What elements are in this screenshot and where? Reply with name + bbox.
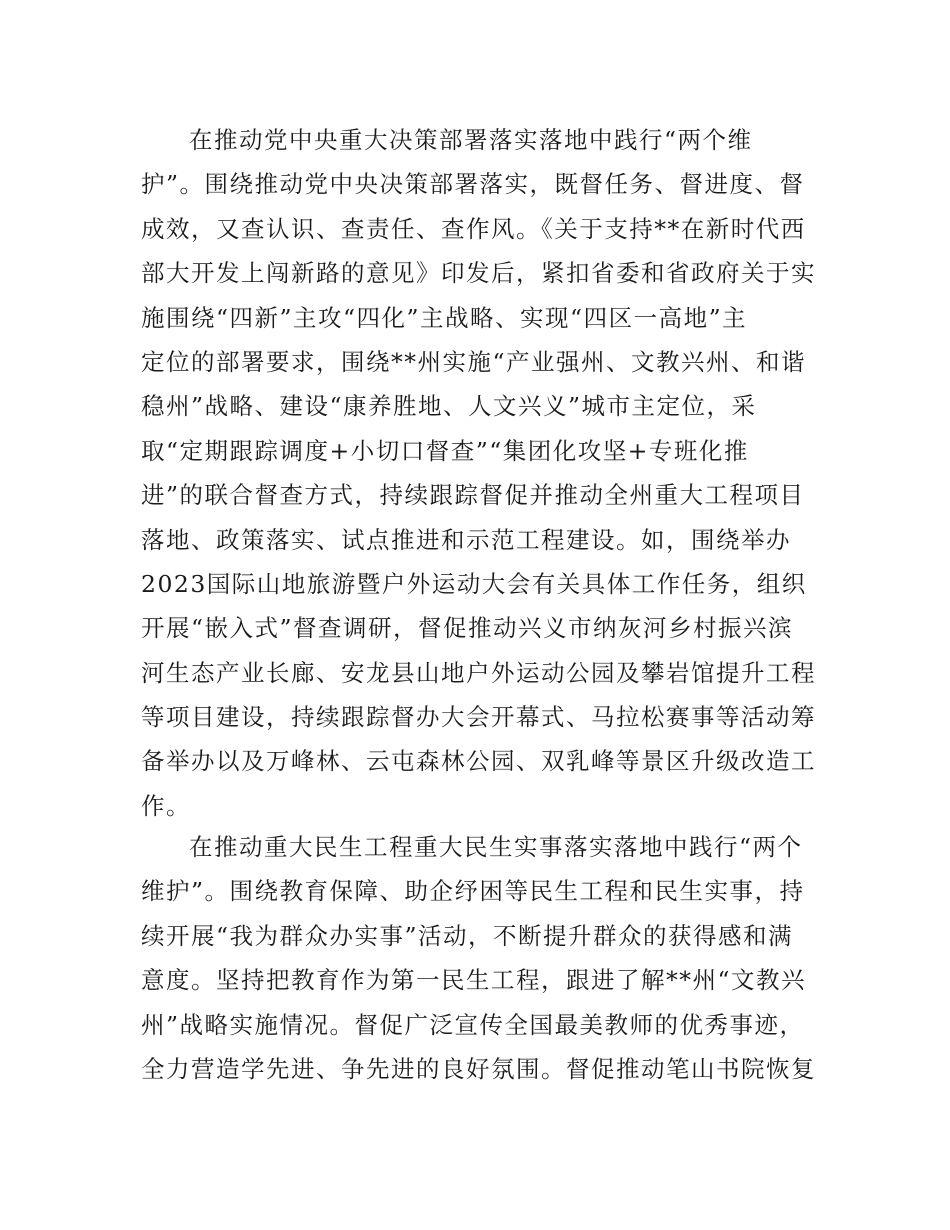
paragraph-line: 备举办以及万峰林、云屯森林公园、双乳峰等景区升级改造工 <box>141 747 816 776</box>
paragraph-2 <box>141 825 816 1091</box>
paragraph-line: 在推动重大民生工程重大民生实事落实落地中践行“两个 <box>189 833 803 861</box>
paragraph-line: 等项目建设，持续跟踪督办大会开幕式、马拉松赛事等活动筹 <box>141 703 816 732</box>
paragraph-line: 河生态产业长廊、安龙县山地户外运动公园及攀岩馆提升工程 <box>141 658 816 687</box>
paragraph-line: 在推动党中央重大决策部署落实落地中践行“两个维 <box>189 126 753 154</box>
paragraph-line: 护”。围绕推动党中央决策部署落实，既督任务、督进度、督 <box>141 170 805 199</box>
paragraph-line: 施围绕“四新”主攻“四化”主战略、实现“四区一高地”主 <box>141 303 748 332</box>
paragraph-line: 取“定期跟踪调度+小切口督查”“集团化攻坚+专班化推 <box>141 436 749 465</box>
paragraph-line: 成效，又查认识、查责任、查作风。《关于支持**在新时代西 <box>141 214 806 243</box>
paragraph-line: 进”的联合督查方式，持续跟踪督促并推动全州重大工程项目 <box>141 481 805 510</box>
paragraph-line: 续开展“我为群众办实事”活动，不断提升群众的获得感和满 <box>141 921 794 950</box>
paragraph-line: 2023国际山地旅游暨户外运动大会有关具体工作任务，组织 <box>141 569 807 598</box>
paragraph-1 <box>141 118 816 828</box>
paragraph-line: 作。 <box>141 791 191 820</box>
paragraph-line: 部大开发上闯新路的意见》印发后，紧扣省委和省政府关于实 <box>141 259 816 288</box>
paragraph-line: 开展“嵌入式”督查调研，督促推动兴义市纳灰河乡村振兴滨 <box>141 614 794 643</box>
paragraph-line: 全力营造学先进、争先进的良好氛围。督促推动笔山书院恢复 <box>141 1054 816 1083</box>
paragraph-line: 州”战略实施情况。督促广泛宣传全国最美教师的优秀事迹， <box>141 1010 805 1039</box>
paragraph-line: 意度。坚持把教育作为第一民生工程，跟进了解**州“文教兴 <box>141 966 807 995</box>
paragraph-line: 落地、政策落实、试点推进和示范工程建设。如，围绕举办 <box>141 525 791 554</box>
paragraph-line: 稳州”战略、建设“康养胜地、人文兴义”城市主定位，采 <box>141 392 757 421</box>
paragraph-line: 维护”。围绕教育保障、助企纾困等民生工程和民生实事，持 <box>141 877 805 906</box>
paragraph-line: 定位的部署要求，围绕**州实施“产业强州、文教兴州、和谐 <box>141 347 807 376</box>
